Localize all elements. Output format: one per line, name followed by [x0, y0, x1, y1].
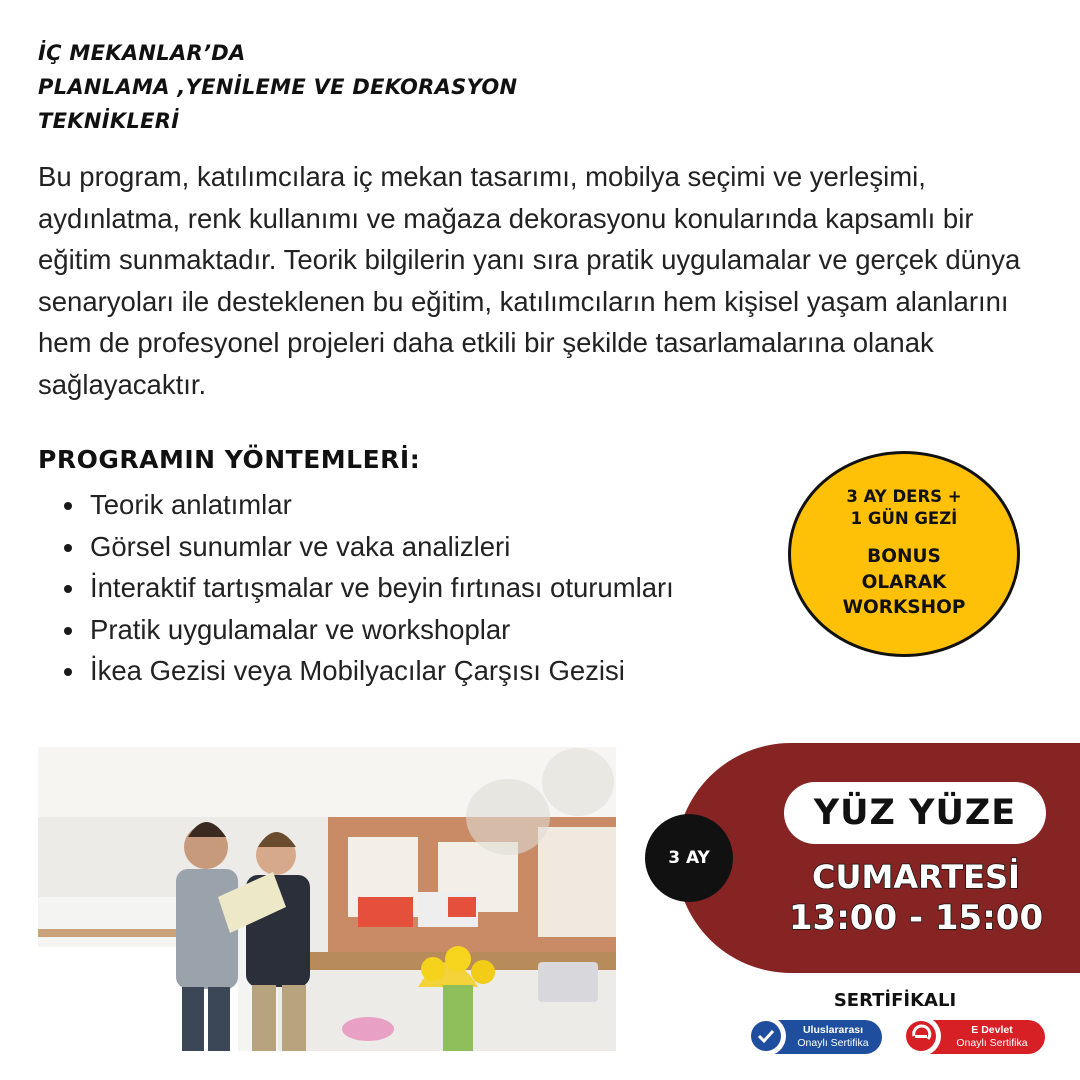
list-item: İnteraktif tartışmalar ve beyin fırtınası oturumları	[62, 567, 674, 609]
edevlet-cert-sub: Onaylı Sertifika	[956, 1037, 1028, 1049]
edevlet-certificate-badge	[907, 1020, 1045, 1054]
list-item: Pratik uygulamalar ve workshoplar	[62, 609, 674, 651]
methods-heading: PROGRAMIN YÖNTEMLERİ:	[38, 445, 421, 474]
schedule-time: 13:00 - 15:00	[788, 898, 1044, 938]
badge-line-4: OLARAK	[861, 571, 947, 593]
badge-line-2: 1 GÜN GEZİ	[850, 509, 958, 528]
bonus-badge	[788, 451, 1020, 657]
certificate-label: SERTİFİKALI	[833, 990, 957, 1011]
page-title	[38, 36, 738, 138]
title-line-1: İÇ MEKANLAR’DA	[38, 41, 246, 65]
intro-paragraph: Bu program, katılımcılara iç mekan tasarımı, mobilya seçimi ve yerleşimi, aydınlatma, renk kullanımı ve mağaza dekorasyonu konularında kapsamlı bir eğitim sunmaktadır. Teorik bilgilerin yanı sıra pratik uygulamalar ve gerçek dünya senaryoları ile desteklenen bu eğitim, katılımcıların hem kişisel yaşam alanlarını hem de profesyonel projeleri daha etkili bir şekilde tasarlamalarına olanak sağlayacaktır.	[38, 161, 1021, 400]
intl-cert-sub: Onaylı Sertifika	[797, 1037, 869, 1049]
edevlet-cert-title: E Devlet	[971, 1024, 1013, 1036]
duration-badge: 3 AY	[645, 814, 733, 902]
badge-line-1: 3 AY DERS +	[846, 487, 962, 506]
intl-cert-title: Uluslararası	[802, 1024, 864, 1036]
office-photo	[38, 747, 616, 1051]
methods-list	[62, 484, 674, 692]
list-item: Görsel sunumlar ve vaka analizleri	[62, 526, 674, 568]
schedule-day: CUMARTESİ	[812, 858, 1020, 896]
badge-line-3: BONUS	[867, 546, 941, 567]
title-line-3: TEKNİKLERİ	[38, 109, 180, 133]
list-item: Teorik anlatımlar	[62, 484, 674, 526]
office-photo-illustration	[38, 747, 616, 1051]
international-certificate-badge	[752, 1020, 882, 1054]
badge-line-5: WORKSHOP	[842, 597, 966, 618]
list-item: İkea Gezisi veya Mobilyacılar Çarşısı Gezisi	[62, 650, 674, 692]
check-icon	[746, 1016, 786, 1056]
title-line-2: PLANLAMA ,YENİLEME VE DEKORASYON	[38, 75, 518, 99]
edevlet-logo-icon	[901, 1016, 941, 1056]
mode-pill: YÜZ YÜZE	[784, 782, 1046, 844]
